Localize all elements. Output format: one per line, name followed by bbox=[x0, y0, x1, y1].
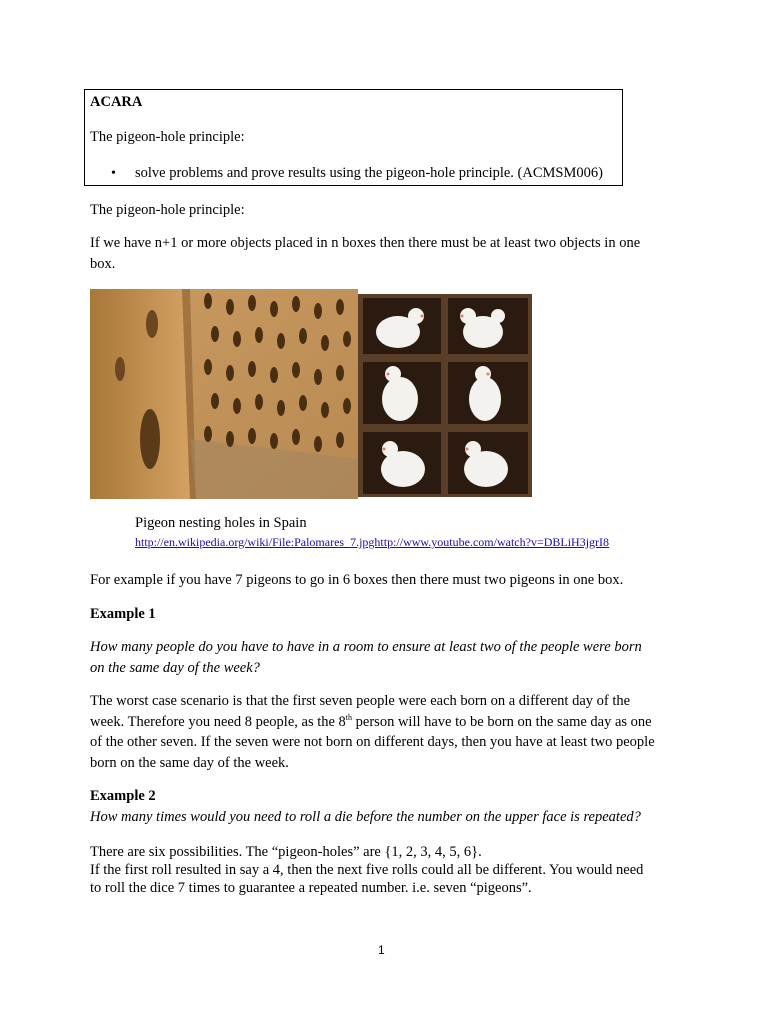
example-1-answer-line-2 bbox=[90, 712, 652, 733]
example-2-answer-line-3: to roll the dice 7 times to guarantee a repeated number. i.e. seven “pigeons”. bbox=[90, 880, 532, 896]
example-1-answer-line-3: of the other seven. If the seven were not born on different days, then you have at least two people bbox=[90, 734, 655, 750]
principle-line-2: box. bbox=[90, 256, 116, 272]
example-1-heading: Example 1 bbox=[90, 606, 156, 622]
example-1-answer-line-1: The worst case scenario is that the first seven people were each born on a different day of the bbox=[90, 693, 631, 709]
acara-heading: ACARA bbox=[90, 94, 143, 110]
example-1-question-line-2: on the same day of the week? bbox=[90, 660, 260, 676]
ordinal-superscript: th bbox=[345, 713, 353, 723]
example-2-heading: Example 2 bbox=[90, 788, 156, 804]
acara-bullet-text: solve problems and prove results using the pigeon-hole principle. (ACMSM006) bbox=[135, 165, 603, 181]
example-2-question: How many times would you need to roll a die before the number on the upper face is repeated? bbox=[90, 809, 641, 825]
example-1-answer-line-2-post: person will have to be born on the same day as one bbox=[352, 714, 652, 730]
doves-in-boxes-photo bbox=[358, 294, 532, 497]
figure-source-link[interactable]: http://en.wikipedia.org/wiki/File:Palomares_7.jpghttp://www.youtube.com/watch?v=DBLiH3jgrI8 bbox=[135, 535, 610, 549]
principle-title: The pigeon-hole principle: bbox=[90, 202, 245, 218]
principle-line-1: If we have n+1 or more objects placed in n boxes then there must be at least two objects in one bbox=[90, 235, 641, 251]
example-1-answer-line-4: born on the same day of the week. bbox=[90, 755, 289, 771]
example-2-answer-line-2: If the first roll resulted in say a 4, then the next five rolls could all be different. You would need bbox=[90, 862, 644, 878]
example-1-answer-line-2-pre: week. Therefore you need 8 people, as the 8 bbox=[90, 714, 346, 730]
example-2-answer-line-1: There are six possibilities. The “pigeon-holes” are {1, 2, 3, 4, 5, 6}. bbox=[90, 844, 482, 860]
page-number: 1 bbox=[378, 943, 385, 957]
acara-subtitle: The pigeon-hole principle: bbox=[90, 129, 245, 145]
figure-caption: Pigeon nesting holes in Spain bbox=[135, 515, 307, 531]
example-intro: For example if you have 7 pigeons to go in 6 boxes then there must two pigeons in one box. bbox=[90, 572, 624, 588]
bullet-icon: • bbox=[111, 166, 116, 181]
pigeon-wall-photo bbox=[90, 289, 358, 499]
example-1-question-line-1: How many people do you have to have in a room to ensure at least two of the people were born bbox=[90, 639, 642, 655]
